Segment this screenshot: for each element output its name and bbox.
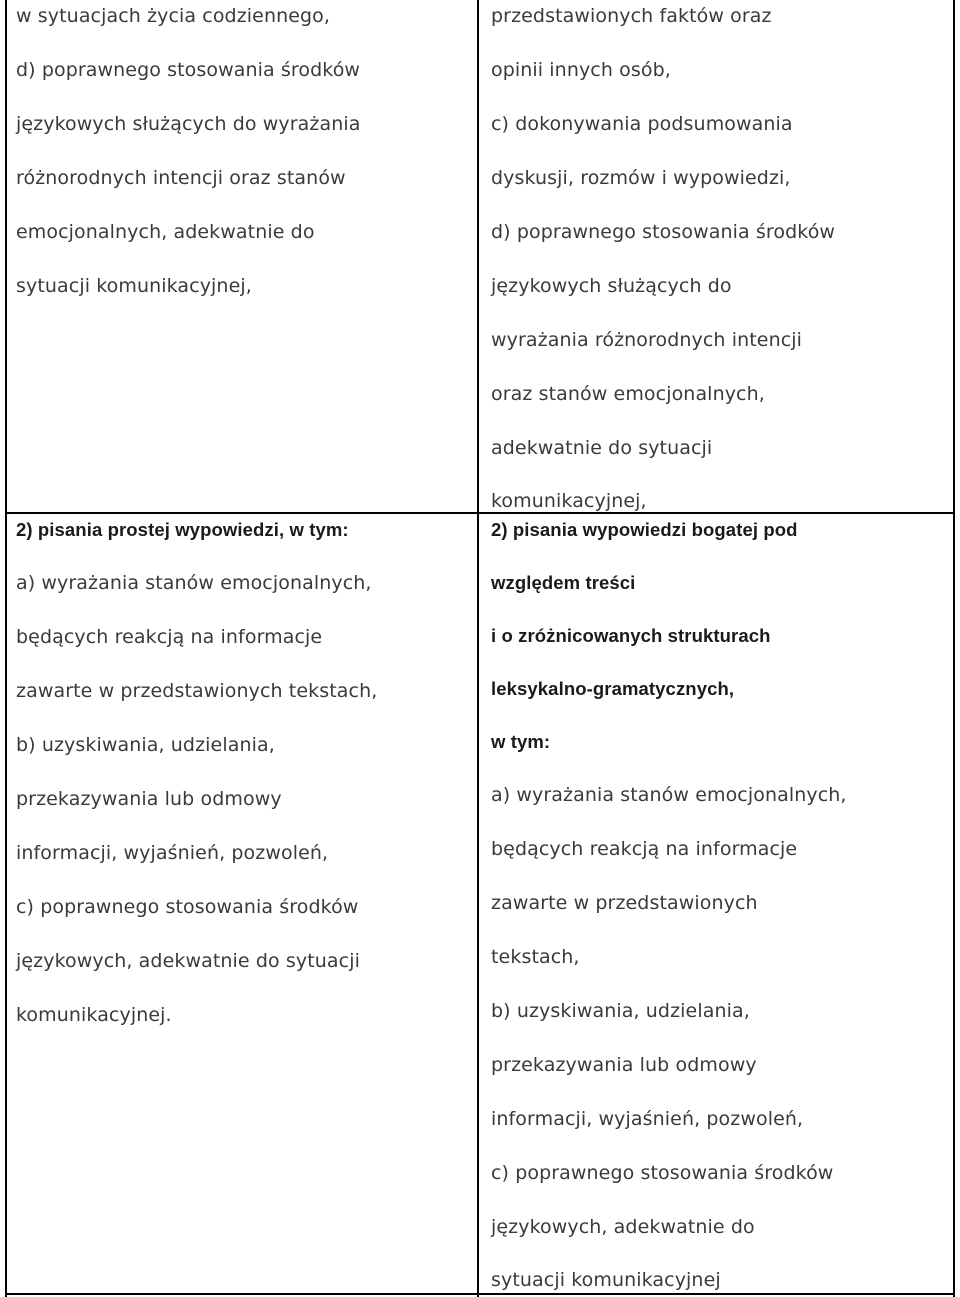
section-heading: 2) pisania wypowiedzi bogatej pod: [491, 519, 798, 540]
text-line: komunikacyjnej.: [16, 1004, 172, 1026]
text-line: sytuacji komunikacyjnej: [491, 1269, 721, 1291]
section-heading: 2) pisania prostej wypowiedzi, w tym:: [16, 519, 349, 540]
text-line: językowych służących do: [491, 275, 732, 297]
text-line: przekazywania lub odmowy: [491, 1054, 757, 1076]
text-line: oraz stanów emocjonalnych,: [491, 383, 765, 405]
cell-row1-left: [16, 0, 471, 510]
section-heading: i o zróżnicowanych strukturach: [491, 625, 771, 646]
text-line: wyrażania różnorodnych intencji: [491, 329, 803, 351]
table-column-divider: [477, 0, 479, 1297]
text-line: przedstawionych faktów oraz: [491, 5, 772, 27]
text-line: c) poprawnego stosowania środków: [491, 1162, 834, 1184]
text-line: emocjonalnych, adekwatnie do: [16, 221, 315, 243]
text-line: językowych, adekwatnie do: [491, 1216, 755, 1238]
text-line: adekwatnie do sytuacji: [491, 437, 713, 459]
text-line: będących reakcją na informacje: [491, 838, 798, 860]
text-line: b) uzyskiwania, udzielania,: [491, 1000, 750, 1022]
text-line: informacji, wyjaśnień, pozwoleń,: [16, 842, 329, 864]
section-heading: względem treści: [491, 572, 636, 593]
text-line: tekstach,: [491, 946, 580, 968]
text-line: zawarte w przedstawionych: [491, 892, 758, 914]
text-line: będących reakcją na informacje: [16, 626, 323, 648]
text-line: a) wyrażania stanów emocjonalnych,: [491, 784, 847, 806]
text-line: różnorodnych intencji oraz stanów: [16, 167, 346, 189]
table-border-left: [5, 0, 7, 1297]
cell-row2-right: [491, 514, 951, 1292]
section-heading: w tym:: [491, 731, 551, 752]
table-border-right: [953, 0, 955, 1297]
cell-row2-left: [16, 514, 471, 1292]
text-line: a) wyrażania stanów emocjonalnych,: [16, 572, 372, 594]
text-line: d) poprawnego stosowania środków: [16, 59, 361, 81]
table-border-bottom: [5, 1293, 955, 1295]
text-line: sytuacji komunikacyjnej,: [16, 275, 252, 297]
text-line: opinii innych osób,: [491, 59, 671, 81]
text-line: b) uzyskiwania, udzielania,: [16, 734, 275, 756]
text-line: zawarte w przedstawionych tekstach,: [16, 680, 378, 702]
section-heading: leksykalno-gramatycznych,: [491, 678, 735, 699]
text-line: informacji, wyjaśnień, pozwoleń,: [491, 1108, 804, 1130]
text-line: dyskusji, rozmów i wypowiedzi,: [491, 167, 791, 189]
cell-row1-right: [491, 0, 951, 510]
text-line: d) poprawnego stosowania środków: [491, 221, 836, 243]
text-line: komunikacyjnej,: [491, 490, 647, 512]
text-line: c) poprawnego stosowania środków: [16, 896, 359, 918]
text-line: c) dokonywania podsumowania: [491, 113, 793, 135]
text-line: przekazywania lub odmowy: [16, 788, 282, 810]
text-line: językowych, adekwatnie do sytuacji: [16, 950, 360, 972]
text-line: w sytuacjach życia codziennego,: [16, 5, 331, 27]
text-line: językowych służących do wyrażania: [16, 113, 361, 135]
